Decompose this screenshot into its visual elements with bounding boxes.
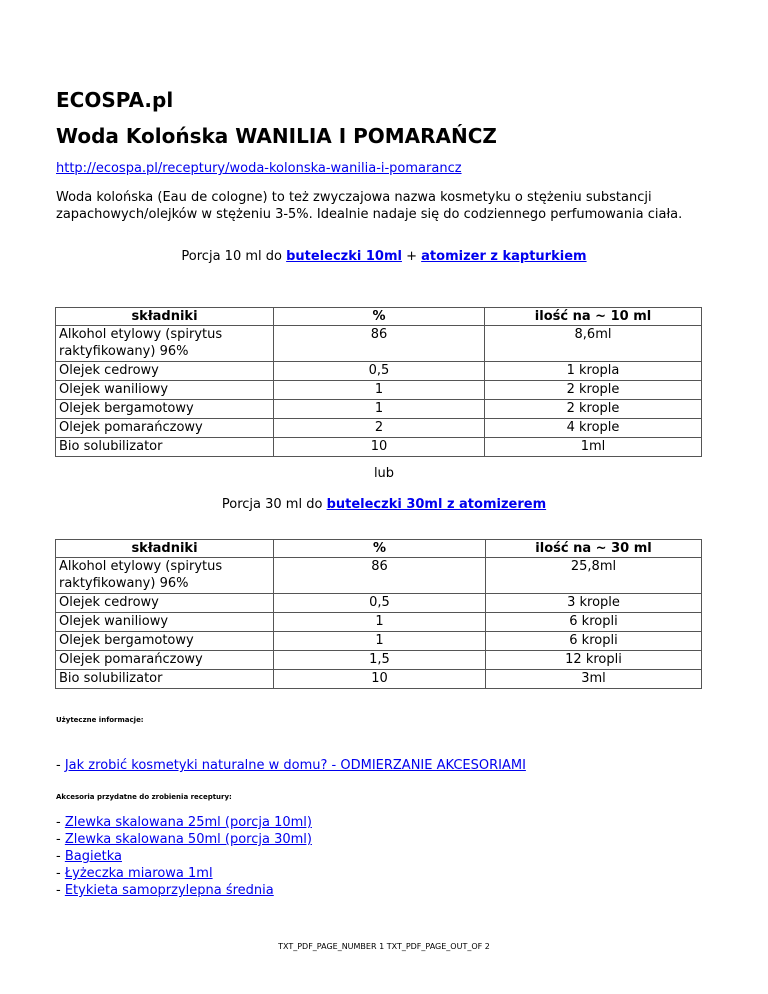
percent-cell: 86: [274, 558, 486, 594]
table-row: [56, 326, 702, 362]
accessories-list: [56, 814, 312, 899]
amount-cell: 1 kropla: [485, 362, 702, 381]
portion-30ml-line: [56, 497, 712, 512]
how-to-natural-cosmetics-link[interactable]: Jak zrobić kosmetyki naturalne w domu? - ODMIERZANIE AKCESORIAMI: [64, 758, 526, 773]
page-title: Woda Kolońska WANILIA I POMARAŃCZ: [56, 124, 497, 148]
table-row: [56, 632, 702, 651]
ingredient-cell: Olejek waniliowy: [56, 613, 274, 632]
header-amount: ilość na ~ 10 ml: [485, 308, 702, 326]
table-row: [56, 419, 702, 438]
plus-sign: +: [406, 249, 418, 264]
ingredient-cell: Bio solubilizator: [56, 438, 274, 457]
recipe-table-10ml: [55, 307, 702, 457]
portion-10ml-prefix: Porcja 10 ml do: [181, 249, 282, 264]
percent-cell: 10: [274, 438, 485, 457]
percent-cell: 1: [274, 400, 485, 419]
amount-cell: 25,8ml: [486, 558, 702, 594]
or-text: lub: [373, 466, 395, 481]
header-ingredients: składniki: [56, 540, 274, 558]
ingredient-cell: Bio solubilizator: [56, 670, 274, 689]
percent-cell: 1,5: [274, 651, 486, 670]
recipe-url-link[interactable]: http://ecospa.pl/receptury/woda-kolonska-wanilia-i-pomarancz: [56, 161, 462, 176]
header-percent: %: [274, 540, 486, 558]
list-dash: -: [56, 815, 61, 830]
ingredient-cell: Olejek bergamotowy: [56, 400, 274, 419]
bottles-10ml-link[interactable]: buteleczki 10ml: [286, 249, 402, 264]
amount-cell: 2 krople: [485, 400, 702, 419]
amount-cell: 12 kropli: [486, 651, 702, 670]
percent-cell: 86: [274, 326, 485, 362]
table-row: [56, 613, 702, 632]
ingredient-cell: Olejek cedrowy: [56, 362, 274, 381]
table-row: [56, 651, 702, 670]
header-amount: ilość na ~ 30 ml: [486, 540, 702, 558]
list-item: [56, 882, 312, 899]
list-dash: -: [56, 883, 61, 898]
percent-cell: 10: [274, 670, 486, 689]
percent-cell: 0,5: [274, 362, 485, 381]
ingredient-cell: Olejek cedrowy: [56, 594, 274, 613]
percent-cell: 0,5: [274, 594, 486, 613]
table-row: [56, 438, 702, 457]
list-dash: -: [56, 758, 61, 773]
table-row: [56, 594, 702, 613]
table-row: [56, 400, 702, 419]
amount-cell: 2 krople: [485, 381, 702, 400]
accessories-label: Akcesoria przydatne do zrobienia receptury:: [56, 793, 232, 801]
amount-cell: 6 kropli: [486, 632, 702, 651]
list-dash: -: [56, 849, 61, 864]
page-number-footer: TXT_PDF_PAGE_NUMBER 1 TXT_PDF_PAGE_OUT_OF 2: [278, 942, 490, 951]
site-name: ECOSPA.pl: [56, 88, 174, 112]
stirring-rod-link[interactable]: Bagietka: [64, 849, 122, 864]
ingredient-cell: Olejek waniliowy: [56, 381, 274, 400]
list-item: [56, 814, 312, 831]
measuring-spoon-link[interactable]: Łyżeczka miarowa 1ml: [64, 866, 213, 881]
amount-cell: 8,6ml: [485, 326, 702, 362]
ingredient-cell: Olejek pomarańczowy: [56, 651, 274, 670]
recipe-table-30ml: [55, 539, 702, 689]
ingredient-cell: Olejek bergamotowy: [56, 632, 274, 651]
header-percent: %: [274, 308, 485, 326]
ingredient-cell: Olejek pomarańczowy: [56, 419, 274, 438]
portion-10ml-line: [56, 249, 712, 264]
list-dash: -: [56, 866, 61, 881]
useful-link-line: [56, 757, 526, 774]
amount-cell: 4 krople: [485, 419, 702, 438]
table-row: [56, 670, 702, 689]
ingredient-cell: Alkohol etylowy (spirytus raktyfikowany) 96%: [56, 558, 274, 594]
list-item: [56, 848, 312, 865]
table-row: [56, 558, 702, 594]
amount-cell: 1ml: [485, 438, 702, 457]
bottles-30ml-link[interactable]: buteleczki 30ml z atomizerem: [326, 497, 547, 512]
beaker-50ml-link[interactable]: Zlewka skalowana 50ml (porcja 30ml): [64, 832, 312, 847]
table-row: [56, 362, 702, 381]
percent-cell: 1: [274, 632, 486, 651]
percent-cell: 2: [274, 419, 485, 438]
atomizer-cap-link[interactable]: atomizer z kapturkiem: [421, 249, 587, 264]
table-row: [56, 381, 702, 400]
label-sticker-link[interactable]: Etykieta samoprzylepna średnia: [64, 883, 274, 898]
useful-info-label: Użyteczne informacje:: [56, 716, 144, 724]
percent-cell: 1: [274, 381, 485, 400]
beaker-25ml-link[interactable]: Zlewka skalowana 25ml (porcja 10ml): [64, 815, 312, 830]
ingredient-cell: Alkohol etylowy (spirytus raktyfikowany) 96%: [56, 326, 274, 362]
header-ingredients: składniki: [56, 308, 274, 326]
percent-cell: 1: [274, 613, 486, 632]
portion-30ml-prefix: Porcja 30 ml do: [221, 497, 323, 512]
list-item: [56, 865, 312, 882]
list-dash: -: [56, 832, 61, 847]
intro-paragraph: Woda kolońska (Eau de cologne) to też zwyczajowa nazwa kosmetyku o stężeniu substancji zapachowych/olejków w stężeniu 3-5%. Idealnie nadaje się do codziennego perfumowania ciała.: [56, 190, 683, 222]
list-item: [56, 831, 312, 848]
amount-cell: 3 krople: [486, 594, 702, 613]
amount-cell: 6 kropli: [486, 613, 702, 632]
amount-cell: 3ml: [486, 670, 702, 689]
